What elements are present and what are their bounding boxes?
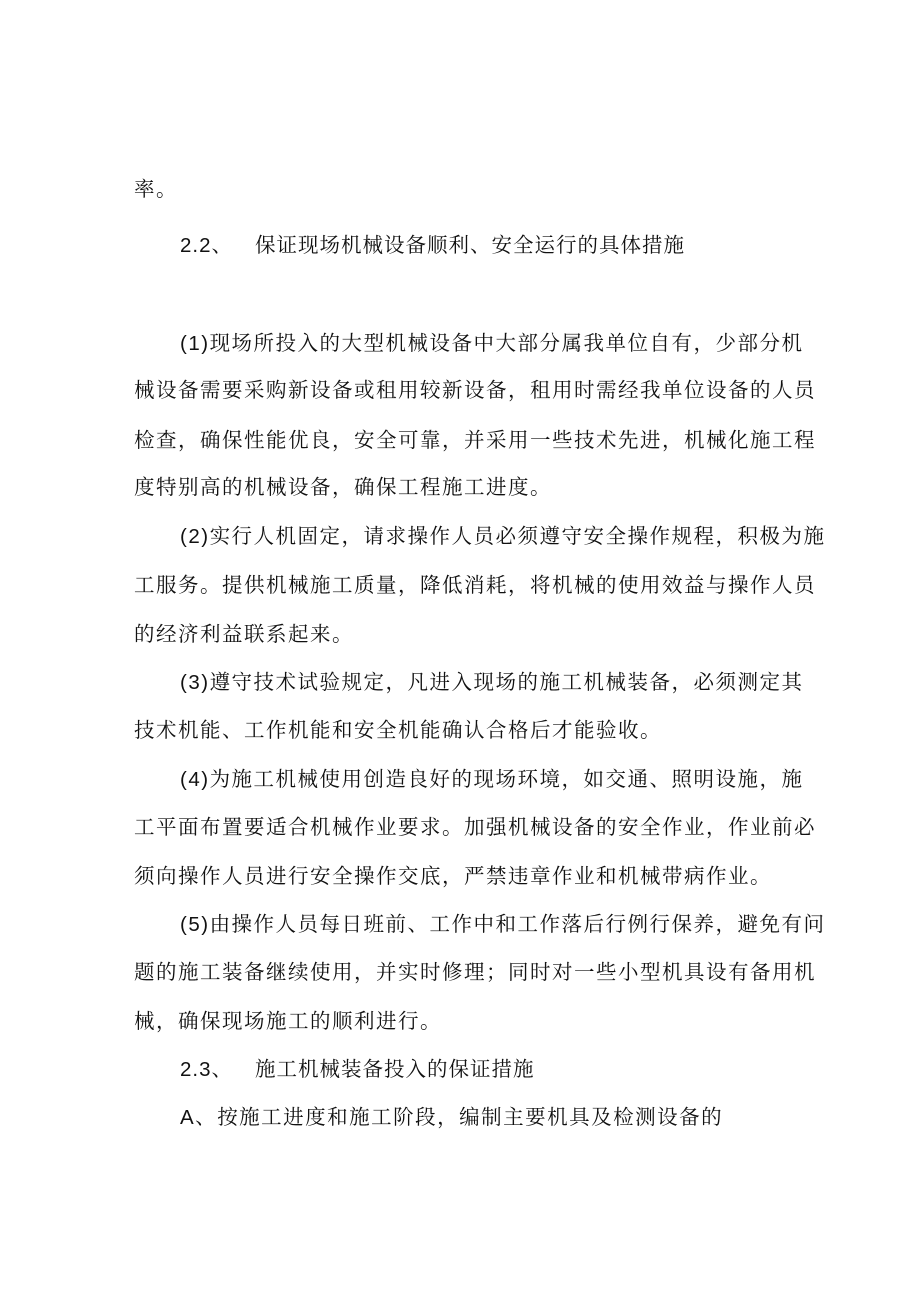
paragraph-4-line (180, 764, 804, 795)
line-text: 度特别高的机械设备，确保工程施工进度。 (134, 475, 552, 499)
line-text: 须向操作人员进行安全操作交底，严禁违章作业和机械带病作业。 (134, 864, 772, 888)
line-text: 率。 (134, 177, 178, 201)
paragraph-5-line (134, 1006, 442, 1036)
paragraph-1-line (180, 328, 804, 359)
item-marker: (1) (180, 332, 210, 355)
section-heading-2-2 (180, 230, 685, 261)
line-text: 械设备需要采购新设备或租用较新设备，租用时需经我单位设备的人员 (134, 378, 816, 402)
text-line (134, 174, 178, 204)
line-text: 由操作人员每日班前、工作中和工作落后行例行保养，避免有问 (209, 912, 826, 936)
paragraph-1-line (134, 375, 816, 405)
item-marker: (3) (180, 671, 210, 694)
section-number: 2.2、 (180, 234, 233, 257)
section-number: 2.3、 (180, 1058, 233, 1081)
line-text: 检查，确保性能优良，安全可靠，并采用一些技术先进，机械化施工程 (134, 428, 816, 452)
item-marker: (5) (180, 913, 210, 936)
line-text: 按施工进度和施工阶段，编制主要机具及检测设备的 (217, 1105, 724, 1129)
line-text: 械，确保现场施工的顺利进行。 (134, 1009, 442, 1033)
section-heading-2-3 (180, 1054, 535, 1085)
line-text: 工平面布置要适合机械作业要求。加强机械设备的安全作业，作业前必 (134, 815, 816, 839)
paragraph-4-line (134, 861, 772, 891)
line-text: 遵守技术试验规定，凡进入现场的施工机械装备，必须测定其 (209, 670, 804, 694)
paragraph-1-line (134, 472, 552, 502)
line-text: 实行人机固定，请求操作人员必须遵守安全操作规程，积极为施 (209, 524, 826, 548)
item-marker: A、 (180, 1106, 218, 1129)
paragraph-2-line (180, 521, 826, 552)
line-text: 为施工机械使用创造良好的现场环境，如交通、照明设施，施 (209, 767, 804, 791)
line-text: 工服务。提供机械施工质量，降低消耗，将机械的使用效益与操作人员 (134, 573, 816, 597)
paragraph-5-line (134, 957, 816, 987)
section-title: 保证现场机械设备顺利、安全运行的具体措施 (255, 233, 685, 257)
item-marker: (2) (180, 525, 210, 548)
paragraph-a-line (180, 1102, 723, 1133)
paragraph-4-line (134, 812, 816, 842)
section-title: 施工机械装备投入的保证措施 (255, 1057, 535, 1081)
paragraph-2-line (134, 570, 816, 600)
paragraph-5-line (180, 909, 826, 940)
paragraph-2-line (134, 619, 354, 649)
line-text: 现场所投入的大型机械设备中大部分属我单位自有，少部分机 (209, 331, 804, 355)
paragraph-3-line (134, 715, 662, 745)
paragraph-3-line (180, 667, 804, 698)
paragraph-1-line (134, 425, 816, 455)
line-text: 的经济利益联系起来。 (134, 622, 354, 646)
line-text: 技术机能、工作机能和安全机能确认合格后才能验收。 (134, 718, 662, 742)
item-marker: (4) (180, 768, 210, 791)
line-text: 题的施工装备继续使用，并实时修理；同时对一些小型机具设有备用机 (134, 960, 816, 984)
